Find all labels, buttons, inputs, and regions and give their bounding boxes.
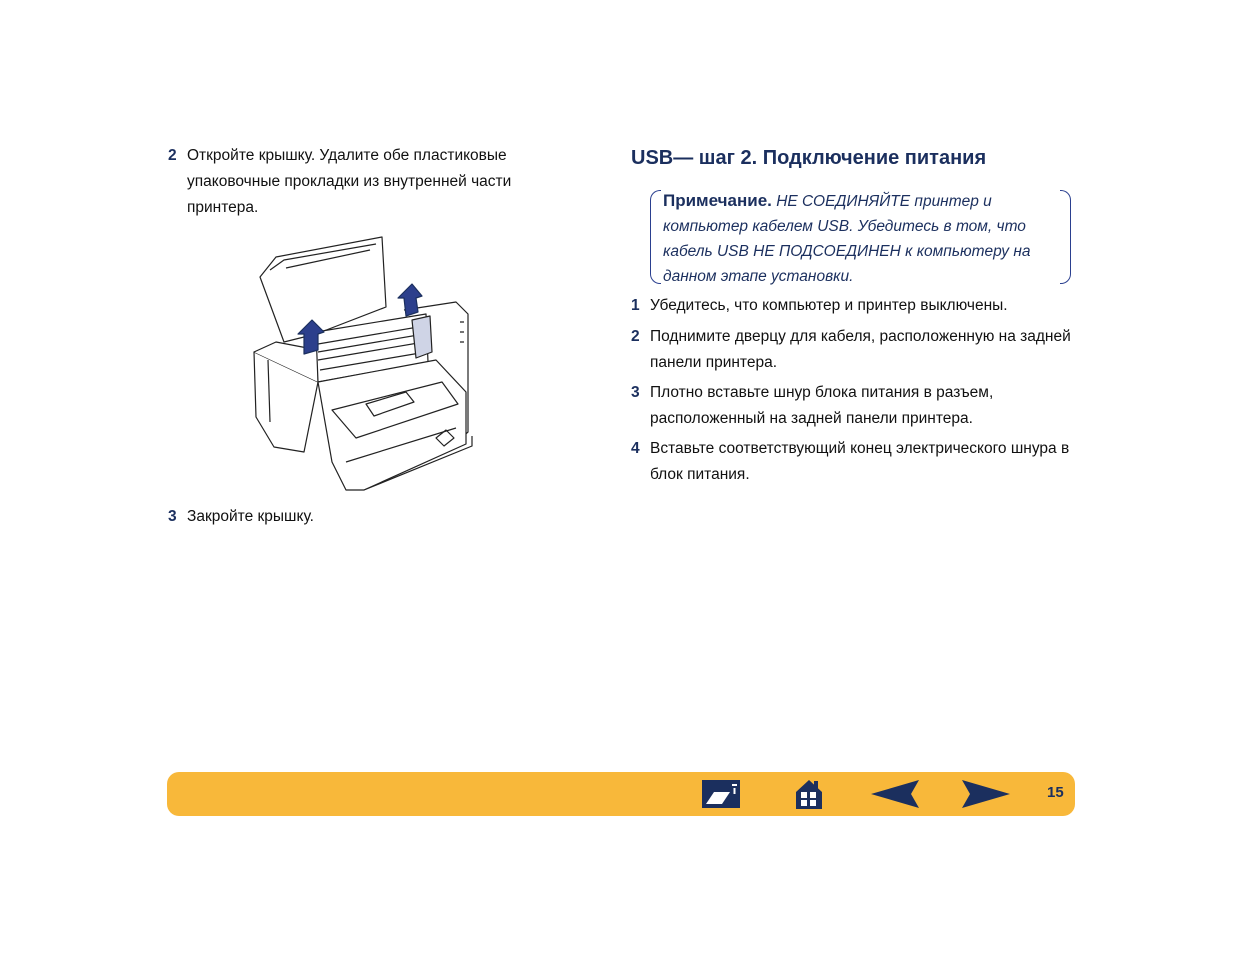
step-number: 3: [631, 384, 640, 401]
note-text: [663, 188, 1059, 289]
step-number: 1: [631, 297, 640, 314]
step-text: Закройте крышку.: [187, 508, 314, 525]
step-text: Плотно вставьте шнур блока питания в разъем, расположенный на задней панели принтера.: [650, 384, 994, 427]
step-number: 2: [168, 147, 177, 164]
home-icon[interactable]: [794, 778, 824, 810]
step-text: Вставьте соответствующий конец электрического шнура в блок питания.: [650, 440, 1070, 483]
left-step-3: [168, 504, 548, 530]
note-label: Примечание.: [663, 191, 772, 210]
left-step-2: [168, 143, 548, 221]
step-text: Откройте крышку. Удалите обе пластиковые упаковочные прокладки из внутренней части принтера.: [187, 147, 512, 216]
right-step-2: [631, 324, 1071, 376]
note-box: [650, 190, 1071, 284]
note-bracket-right: [1060, 190, 1071, 284]
printer-icon[interactable]: [700, 778, 742, 810]
printer-open-lid-illustration: [246, 232, 482, 498]
next-arrow-icon[interactable]: [960, 778, 1012, 810]
step-number: 4: [631, 440, 640, 457]
right-step-4: [631, 436, 1071, 488]
footer-navigation-bar: [167, 772, 1075, 816]
step-text: Убедитесь, что компьютер и принтер выключены.: [650, 297, 1008, 314]
page-number: 15: [1047, 784, 1064, 801]
note-body: НЕ СОЕДИНЯЙТЕ принтер и компьютер кабелем USB. Убедитесь в том, что кабель USB НЕ ПОДСОЕДИНЕН к компьютеру на данном этапе установки.: [663, 193, 1031, 285]
right-step-3: [631, 380, 1071, 432]
step-number: 2: [631, 328, 640, 345]
note-bracket-left: [650, 190, 661, 284]
step-text: Поднимите дверцу для кабеля, расположенную на задней панели принтера.: [650, 328, 1071, 371]
right-step-1: [631, 293, 1071, 319]
step-number: 3: [168, 508, 177, 525]
previous-arrow-icon[interactable]: [869, 778, 921, 810]
section-heading: USB— шаг 2. Подключение питания: [631, 147, 987, 169]
